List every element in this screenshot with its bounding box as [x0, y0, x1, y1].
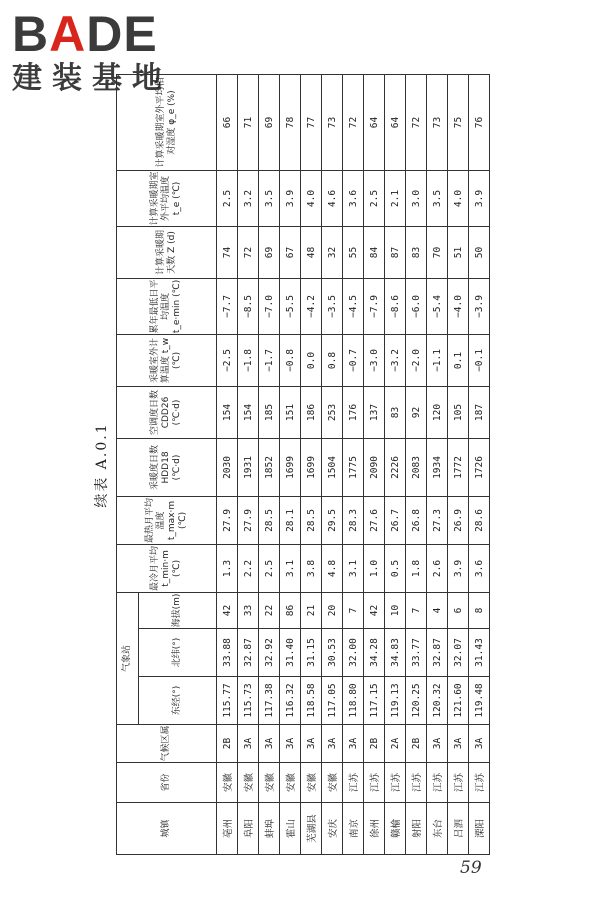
- cell-lon: 119.48: [469, 677, 490, 725]
- cell-province: 江苏: [427, 763, 448, 803]
- cell-te-min: −3.9: [469, 278, 490, 334]
- cell-lat: 34.28: [364, 629, 385, 677]
- col-alt: 海拔(m): [139, 592, 217, 628]
- cell-province: 安徽: [301, 763, 322, 803]
- logo-wordmark: BADE: [12, 6, 158, 62]
- cell-te-min: −4.5: [343, 278, 364, 334]
- cell-z: 83: [406, 226, 427, 278]
- cell-te-min: −7.0: [259, 278, 280, 334]
- col-climate: 气候区属: [117, 725, 217, 763]
- cell-climate: 3A: [427, 725, 448, 763]
- cell-cdd: 253: [322, 386, 343, 438]
- cell-climate: 3A: [301, 725, 322, 763]
- cell-lon: 117.15: [364, 677, 385, 725]
- cell-tw: −2.0: [406, 334, 427, 386]
- cell-town: 徐州: [364, 803, 385, 855]
- cell-climate: 3A: [469, 725, 490, 763]
- cell-te: 3.5: [427, 170, 448, 226]
- cell-lat: 31.40: [280, 629, 301, 677]
- cell-t-cold: 2.2: [238, 544, 259, 592]
- cell-province: 安徽: [280, 763, 301, 803]
- cell-cdd: 186: [301, 386, 322, 438]
- cell-z: 32: [322, 226, 343, 278]
- cell-lon: 117.05: [322, 677, 343, 725]
- cell-alt: 10: [385, 592, 406, 628]
- cell-town: 东台: [427, 803, 448, 855]
- cell-town: 南京: [343, 803, 364, 855]
- cell-province: 江苏: [469, 763, 490, 803]
- cell-hdd: 1699: [280, 438, 301, 496]
- cell-t-hot: 27.9: [238, 496, 259, 544]
- cell-te: 3.5: [259, 170, 280, 226]
- cell-alt: 7: [343, 592, 364, 628]
- cell-phi: 72: [343, 74, 364, 170]
- cell-te: 3.2: [238, 170, 259, 226]
- cell-hdd: 1852: [259, 438, 280, 496]
- cell-province: 江苏: [364, 763, 385, 803]
- cell-tw: −2.5: [217, 334, 238, 386]
- table-row: [427, 74, 448, 854]
- cell-tw: −1.8: [238, 334, 259, 386]
- cell-t-cold: 3.8: [301, 544, 322, 592]
- cell-phi: 73: [322, 74, 343, 170]
- cell-town: 蚌埠: [259, 803, 280, 855]
- cell-cdd: 154: [238, 386, 259, 438]
- col-tw: 采暖室外计算温度 t_w (℃): [117, 334, 217, 386]
- cell-t-cold: 1.8: [406, 544, 427, 592]
- cell-phi: 76: [469, 74, 490, 170]
- cell-tw: −0.8: [280, 334, 301, 386]
- cell-alt: 4: [427, 592, 448, 628]
- cell-hdd: 2030: [217, 438, 238, 496]
- cell-t-cold: 3.6: [469, 544, 490, 592]
- cell-te-min: −7.9: [364, 278, 385, 334]
- cell-t-cold: 3.9: [448, 544, 469, 592]
- cell-te: 4.0: [301, 170, 322, 226]
- col-station-group: 气象站: [117, 592, 139, 724]
- cell-phi: 64: [364, 74, 385, 170]
- col-hdd: 采暖度日数 HDD18 (℃·d): [117, 438, 217, 496]
- cell-climate: 3A: [322, 725, 343, 763]
- cell-z: 70: [427, 226, 448, 278]
- cell-lon: 121.60: [448, 677, 469, 725]
- cell-tw: 0.1: [448, 334, 469, 386]
- cell-lon: 119.13: [385, 677, 406, 725]
- cell-t-cold: 2.5: [259, 544, 280, 592]
- cell-lon: 118.58: [301, 677, 322, 725]
- cell-cdd: 137: [364, 386, 385, 438]
- cell-hdd: 1775: [343, 438, 364, 496]
- cell-town: 安庆: [322, 803, 343, 855]
- cell-province: 江苏: [385, 763, 406, 803]
- cell-province: 安徽: [217, 763, 238, 803]
- cell-lon: 120.32: [427, 677, 448, 725]
- cell-tw: −3.0: [364, 334, 385, 386]
- cell-phi: 78: [280, 74, 301, 170]
- cell-te-min: −8.6: [385, 278, 406, 334]
- cell-t-cold: 0.5: [385, 544, 406, 592]
- table-row: [364, 74, 385, 854]
- cell-phi: 77: [301, 74, 322, 170]
- cell-province: 安徽: [322, 763, 343, 803]
- cell-tw: −0.7: [343, 334, 364, 386]
- cell-town: 霍山: [280, 803, 301, 855]
- cell-lat: 33.88: [217, 629, 238, 677]
- cell-z: 50: [469, 226, 490, 278]
- cell-alt: 33: [238, 592, 259, 628]
- cell-alt: 42: [364, 592, 385, 628]
- cell-lat: 31.43: [469, 629, 490, 677]
- cell-te-min: −3.5: [322, 278, 343, 334]
- cell-cdd: 92: [406, 386, 427, 438]
- cell-hdd: 1772: [448, 438, 469, 496]
- cell-alt: 42: [217, 592, 238, 628]
- cell-t-cold: 3.1: [343, 544, 364, 592]
- cell-lat: 32.00: [343, 629, 364, 677]
- cell-t-cold: 3.1: [280, 544, 301, 592]
- cell-lon: 115.73: [238, 677, 259, 725]
- cell-climate: 2B: [364, 725, 385, 763]
- cell-te-min: −5.4: [427, 278, 448, 334]
- cell-lon: 118.80: [343, 677, 364, 725]
- col-t-hot: 最热月平均温度 t_max·m (℃): [117, 496, 217, 544]
- cell-climate: 3A: [238, 725, 259, 763]
- cell-town: 亳州: [217, 803, 238, 855]
- cell-te-min: −8.5: [238, 278, 259, 334]
- col-te-min: 累年最低日平均温度 t_e·min (℃): [117, 278, 217, 334]
- cell-province: 江苏: [406, 763, 427, 803]
- cell-lon: 116.32: [280, 677, 301, 725]
- cell-climate: 3A: [280, 725, 301, 763]
- cell-te-min: −4.0: [448, 278, 469, 334]
- cell-te: 3.9: [469, 170, 490, 226]
- cell-lat: 32.07: [448, 629, 469, 677]
- cell-climate: 2B: [406, 725, 427, 763]
- cell-lon: 115.77: [217, 677, 238, 725]
- col-te: 计算采暖期室外平均温度 t_e (℃): [117, 170, 217, 226]
- cell-phi: 72: [406, 74, 427, 170]
- cell-z: 51: [448, 226, 469, 278]
- cell-t-hot: 28.5: [259, 496, 280, 544]
- cell-climate: 2A: [385, 725, 406, 763]
- cell-te: 4.0: [448, 170, 469, 226]
- cell-tw: −1.7: [259, 334, 280, 386]
- cell-hdd: 2090: [364, 438, 385, 496]
- cell-tw: −0.1: [469, 334, 490, 386]
- table-row: [322, 74, 343, 854]
- cell-t-hot: 26.8: [406, 496, 427, 544]
- cell-phi: 66: [217, 74, 238, 170]
- cell-t-hot: 29.5: [322, 496, 343, 544]
- cell-z: 48: [301, 226, 322, 278]
- table-row: [343, 74, 364, 854]
- cell-t-hot: 28.6: [469, 496, 490, 544]
- cell-lat: 32.92: [259, 629, 280, 677]
- cell-te: 4.6: [322, 170, 343, 226]
- cell-cdd: 176: [343, 386, 364, 438]
- cell-t-cold: 1.0: [364, 544, 385, 592]
- col-province: 省份: [117, 763, 217, 803]
- cell-hdd: 1934: [427, 438, 448, 496]
- cell-te: 2.1: [385, 170, 406, 226]
- cell-alt: 21: [301, 592, 322, 628]
- cell-t-hot: 28.3: [343, 496, 364, 544]
- cell-climate: 2B: [217, 725, 238, 763]
- cell-t-hot: 28.5: [301, 496, 322, 544]
- cell-alt: 7: [406, 592, 427, 628]
- cell-cdd: 154: [217, 386, 238, 438]
- cell-te-min: −6.0: [406, 278, 427, 334]
- cell-town: 芜湖县: [301, 803, 322, 855]
- cell-t-cold: 1.3: [217, 544, 238, 592]
- table-row: [259, 74, 280, 854]
- cell-te: 3.6: [343, 170, 364, 226]
- col-t-cold: 最冷月平均 t_min·m (℃): [117, 544, 217, 592]
- cell-climate: 3A: [448, 725, 469, 763]
- cell-z: 84: [364, 226, 385, 278]
- cell-te-min: −5.5: [280, 278, 301, 334]
- cell-cdd: 187: [469, 386, 490, 438]
- cell-hdd: 2083: [406, 438, 427, 496]
- cell-tw: 0.0: [301, 334, 322, 386]
- col-lon: 东经(°): [139, 677, 217, 725]
- table-row: [217, 74, 238, 854]
- cell-te-min: −4.2: [301, 278, 322, 334]
- table-row: [301, 74, 322, 854]
- logo-subtitle: 建装基地: [12, 61, 172, 96]
- cell-z: 55: [343, 226, 364, 278]
- table-row: [280, 74, 301, 854]
- col-z: 计算采暖期天数 Z (d): [117, 226, 217, 278]
- page-number: 59: [460, 858, 482, 878]
- cell-tw: −3.2: [385, 334, 406, 386]
- cell-te: 2.5: [217, 170, 238, 226]
- cell-tw: 0.8: [322, 334, 343, 386]
- cell-province: 江苏: [448, 763, 469, 803]
- cell-te-min: −7.7: [217, 278, 238, 334]
- table-caption: 续表 A.0.1: [94, 422, 110, 508]
- cell-climate: 3A: [259, 725, 280, 763]
- table-row: [469, 74, 490, 854]
- cell-cdd: 105: [448, 386, 469, 438]
- cell-hdd: 1931: [238, 438, 259, 496]
- cell-town: 射阳: [406, 803, 427, 855]
- cell-t-hot: 27.6: [364, 496, 385, 544]
- cell-phi: 73: [427, 74, 448, 170]
- col-lat: 北纬(°): [139, 629, 217, 677]
- cell-te: 3.0: [406, 170, 427, 226]
- climate-data-table: [116, 74, 490, 855]
- cell-cdd: 185: [259, 386, 280, 438]
- cell-t-hot: 27.3: [427, 496, 448, 544]
- cell-climate: 3A: [343, 725, 364, 763]
- cell-phi: 71: [238, 74, 259, 170]
- cell-hdd: 1726: [469, 438, 490, 496]
- cell-alt: 86: [280, 592, 301, 628]
- cell-phi: 64: [385, 74, 406, 170]
- cell-cdd: 120: [427, 386, 448, 438]
- cell-phi: 69: [259, 74, 280, 170]
- cell-t-hot: 28.1: [280, 496, 301, 544]
- cell-t-cold: 4.8: [322, 544, 343, 592]
- cell-hdd: 2226: [385, 438, 406, 496]
- cell-lat: 33.77: [406, 629, 427, 677]
- cell-t-hot: 26.7: [385, 496, 406, 544]
- col-phi: 计算采暖期室外平均相对湿度 φ_e (%): [117, 74, 217, 170]
- cell-tw: −1.1: [427, 334, 448, 386]
- cell-te: 2.5: [364, 170, 385, 226]
- table-row: [448, 74, 469, 854]
- cell-z: 74: [217, 226, 238, 278]
- cell-lat: 34.83: [385, 629, 406, 677]
- cell-province: 安徽: [259, 763, 280, 803]
- cell-alt: 20: [322, 592, 343, 628]
- cell-z: 69: [259, 226, 280, 278]
- cell-cdd: 83: [385, 386, 406, 438]
- cell-town: 赣榆: [385, 803, 406, 855]
- cell-z: 72: [238, 226, 259, 278]
- cell-t-hot: 27.9: [217, 496, 238, 544]
- cell-province: 江苏: [343, 763, 364, 803]
- cell-province: 安徽: [238, 763, 259, 803]
- cell-town: 阜阳: [238, 803, 259, 855]
- cell-lon: 120.25: [406, 677, 427, 725]
- col-cdd: 空调度日数 CDD26 (℃·d): [117, 386, 217, 438]
- cell-z: 67: [280, 226, 301, 278]
- cell-lat: 31.15: [301, 629, 322, 677]
- cell-hdd: 1699: [301, 438, 322, 496]
- cell-z: 87: [385, 226, 406, 278]
- cell-alt: 8: [469, 592, 490, 628]
- cell-alt: 6: [448, 592, 469, 628]
- cell-lat: 32.87: [427, 629, 448, 677]
- cell-alt: 22: [259, 592, 280, 628]
- cell-town: 吕泗: [448, 803, 469, 855]
- cell-te: 3.9: [280, 170, 301, 226]
- cell-phi: 75: [448, 74, 469, 170]
- table-body: [217, 74, 490, 854]
- rotated-table-page: [90, 75, 515, 855]
- cell-t-cold: 2.6: [427, 544, 448, 592]
- cell-lat: 30.53: [322, 629, 343, 677]
- table-row: [238, 74, 259, 854]
- cell-hdd: 1504: [322, 438, 343, 496]
- cell-lon: 117.38: [259, 677, 280, 725]
- table-row: [406, 74, 427, 854]
- cell-lat: 32.87: [238, 629, 259, 677]
- table-row: [385, 74, 406, 854]
- cell-town: 溧阳: [469, 803, 490, 855]
- cell-cdd: 151: [280, 386, 301, 438]
- cell-t-hot: 26.9: [448, 496, 469, 544]
- col-town: 城镇: [117, 803, 217, 855]
